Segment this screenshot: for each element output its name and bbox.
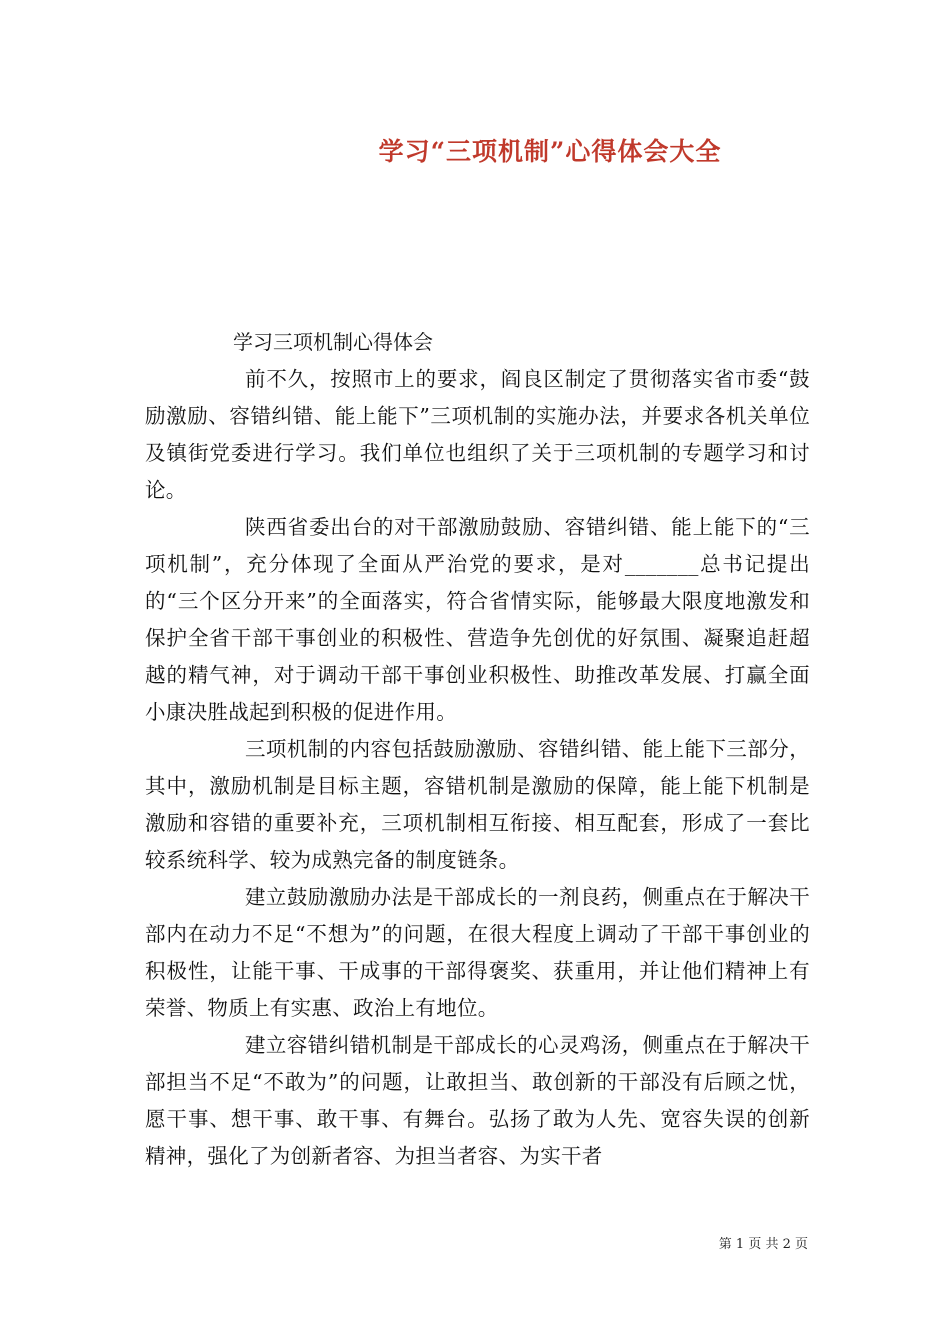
document-body <box>145 324 810 1175</box>
document-title: 学习“三项机制”心得体会大全 <box>378 137 722 166</box>
paragraph-5: 建立容错纠错机制是干部成长的心灵鸡汤，侧重点在于解决干部担当不足“不敢为”的问题，让敢担当、敢创新的干部没有后顾之忧，愿干事、想干事、敢干事、有舞台。弘扬了敢为人先、宽容失误的创新精神，强化了为创新者容、为担当者容、为实干者 <box>145 1033 810 1168</box>
paragraph-4: 建立鼓励激励办法是干部成长的一剂良药，侧重点在于解决干部内在动力不足“不想为”的问题，在很大程度上调动了干部干事创业的积极性，让能干事、干成事的干部得褒奖、获重用，并让他们精神上有荣誉、物质上有实惠、政治上有地位。 <box>145 885 810 1020</box>
paragraph-3: 三项机制的内容包括鼓励激励、容错纠错、能上能下三部分，其中，激励机制是目标主题，容错机制是激励的保障，能上能下机制是激励和容错的重要补充，三项机制相互衔接、相互配套，形成了一套比较系统科学、较为成熟完备的制度链条。 <box>145 737 810 872</box>
document-subtitle: 学习三项机制心得体会 <box>233 330 433 354</box>
paragraph-2: 陕西省委出台的对干部激励鼓励、容错纠错、能上能下的“三项机制”，充分体现了全面从严治党的要求，是对_______总书记提出的“三个区分开来”的全面落实，符合省情实际，能够最大限度地激发和保护全省干部干事创业的积极性、营造争先创优的好氛围、凝聚追赶超越的精气神，对于调动干部干事创业积极性、助推改革发展、打赢全面小康决胜战起到积极的促进作用。 <box>145 515 810 724</box>
page-number-footer: 第 1 页 共 2 页 <box>718 1237 808 1252</box>
paragraph-1: 前不久，按照市上的要求，阎良区制定了贯彻落实省市委“鼓励激励、容错纠错、能上能下”三项机制的实施办法，并要求各机关单位及镇街党委进行学习。我们单位也组织了关于三项机制的专题学习和讨论。 <box>145 367 810 502</box>
